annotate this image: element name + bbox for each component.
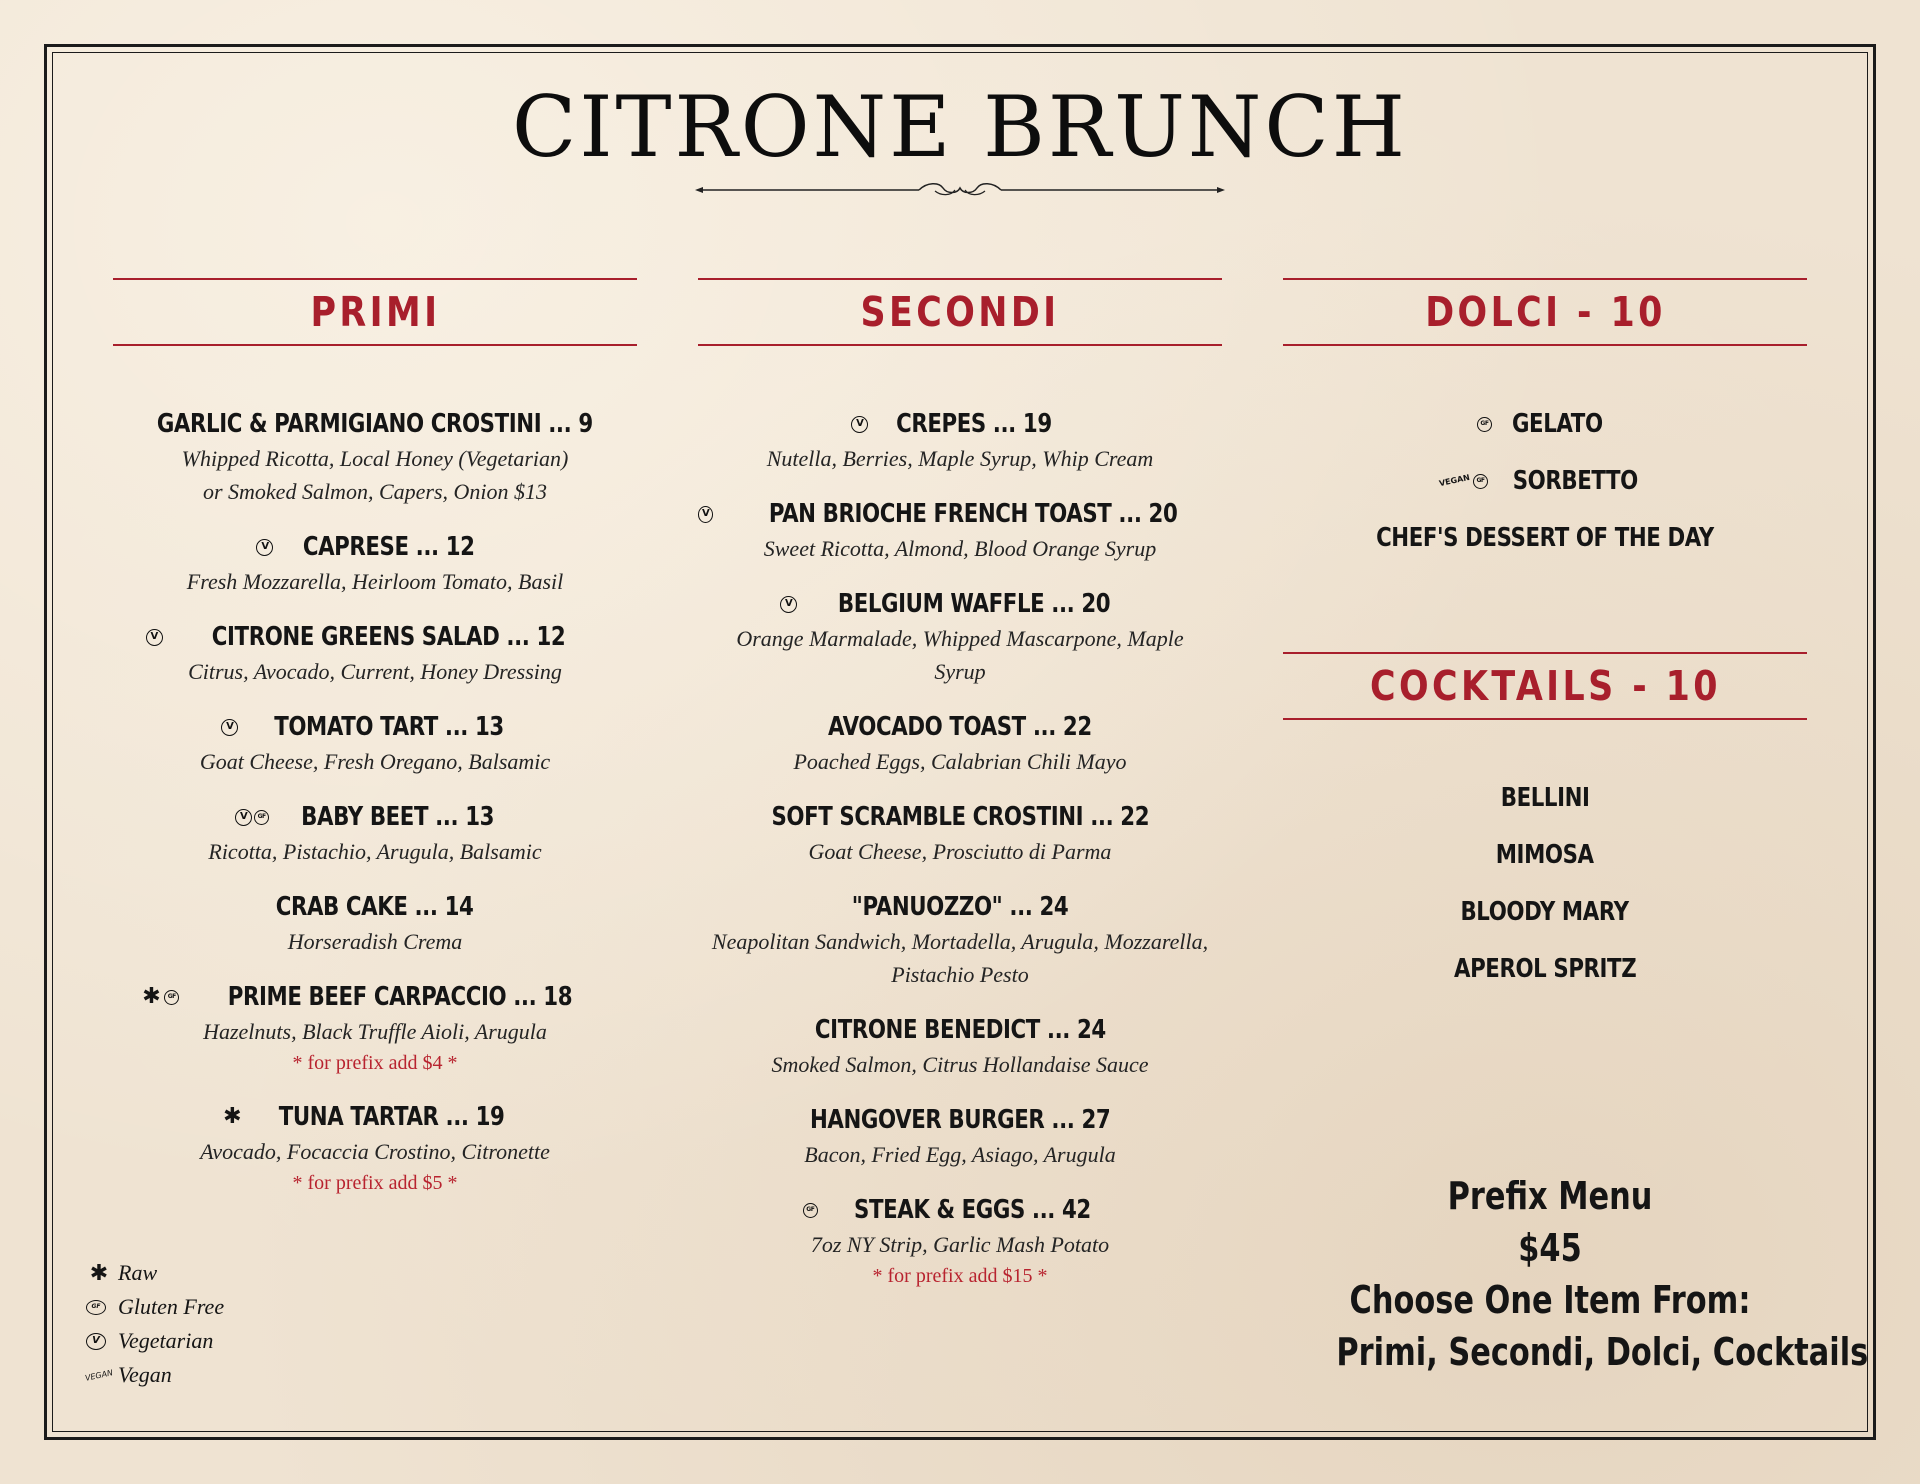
menu-item bbox=[1283, 463, 1807, 499]
prefix-surcharge-note: * for prefix add $5 * bbox=[292, 1172, 458, 1194]
item-name: STEAK & EGGS ... 42 bbox=[854, 1195, 1092, 1225]
item-name: BELGIUM WAFFLE ... 20 bbox=[837, 589, 1110, 619]
dolci-cocktails-column bbox=[1283, 278, 1807, 1008]
vegetarian-icon: V bbox=[780, 596, 797, 613]
item-name: PAN BRIOCHE FRENCH TOAST ... 20 bbox=[768, 499, 1178, 529]
item-name: HANGOVER BURGER ... 27 bbox=[809, 1105, 1111, 1135]
item-description: Orange Marmalade, Whipped Mascarpone, Maple bbox=[736, 626, 1184, 651]
item-description: Neapolitan Sandwich, Mortadella, Arugula, Mozzarella, bbox=[711, 929, 1209, 954]
item-description: Avocado, Focaccia Crostino, Citronette bbox=[200, 1139, 550, 1164]
menu-item bbox=[113, 406, 637, 508]
item-description: Fresh Mozzarella, Heirloom Tomato, Basil bbox=[186, 569, 564, 594]
item-description: Citrus, Avocado, Current, Honey Dressing bbox=[188, 659, 562, 684]
gluten-free-icon: GF bbox=[254, 810, 269, 825]
gluten-free-icon: GF bbox=[86, 1300, 106, 1315]
vegetarian-icon: V bbox=[146, 629, 163, 646]
item-name: CAPRESE ... 12 bbox=[302, 532, 475, 562]
vegetarian-icon: V bbox=[851, 416, 868, 433]
menu-item bbox=[113, 709, 637, 778]
legend-label: Vegetarian bbox=[118, 1328, 214, 1353]
menu-item bbox=[1283, 520, 1807, 556]
menu-item bbox=[698, 709, 1222, 778]
item-description: 7oz NY Strip, Garlic Mash Potato bbox=[810, 1232, 1110, 1257]
gluten-free-icon: GF bbox=[1477, 417, 1492, 432]
item-name: BLOODY MARY bbox=[1460, 897, 1630, 927]
raw-icon: ✱ bbox=[223, 1104, 242, 1129]
item-description: Horseradish Crema bbox=[287, 929, 463, 954]
legend-label: Raw bbox=[118, 1260, 158, 1285]
item-name: CRAB CAKE ... 14 bbox=[276, 892, 474, 922]
vegetarian-icon: V bbox=[86, 1333, 106, 1350]
vegetarian-icon: V bbox=[698, 506, 713, 523]
menu-item bbox=[113, 619, 637, 688]
vegetarian-icon: V bbox=[235, 809, 252, 826]
item-description: or Smoked Salmon, Capers, Onion $13 bbox=[202, 479, 548, 504]
legend-row-vegetarian bbox=[86, 1324, 224, 1358]
item-description: Goat Cheese, Prosciutto di Parma bbox=[808, 839, 1112, 864]
menu-item bbox=[113, 799, 637, 868]
item-name: MIMOSA bbox=[1496, 840, 1594, 870]
raw-icon: ✱ bbox=[89, 1260, 109, 1286]
item-name: GARLIC & PARMIGIANO CROSTINI ... 9 bbox=[157, 409, 593, 439]
gluten-free-icon: GF bbox=[803, 1203, 818, 1218]
primi-heading: PRIMI bbox=[113, 278, 637, 346]
menu-item bbox=[1283, 406, 1807, 442]
item-description: Hazelnuts, Black Truffle Aioli, Arugula bbox=[203, 1019, 547, 1044]
legend-label: Vegan bbox=[118, 1362, 172, 1387]
item-name: TUNA TARTAR ... 19 bbox=[278, 1102, 505, 1132]
item-description: Smoked Salmon, Citrus Hollandaise Sauce bbox=[771, 1052, 1149, 1077]
prefix-menu-price: $45 bbox=[1518, 1226, 1582, 1270]
legend-row-gluten-free bbox=[86, 1290, 224, 1324]
prefix-menu-sections: Primi, Secondi, Dolci, Cocktails bbox=[1336, 1330, 1869, 1374]
item-name: SOFT SCRAMBLE CROSTINI ... 22 bbox=[771, 802, 1149, 832]
menu-item bbox=[698, 799, 1222, 868]
raw-icon: ✱ bbox=[142, 984, 161, 1009]
item-description: Pistachio Pesto bbox=[891, 962, 1029, 987]
item-description: Nutella, Berries, Maple Syrup, Whip Cream bbox=[766, 446, 1154, 471]
vegan-icon: VEGAN bbox=[84, 1367, 114, 1383]
vegetarian-icon: V bbox=[221, 719, 238, 736]
item-name: GELATO bbox=[1512, 409, 1604, 439]
menu-item bbox=[698, 406, 1222, 475]
menu-item bbox=[113, 1099, 637, 1198]
secondi-column bbox=[698, 278, 1222, 1312]
item-name: PRIME BEEF CARPACCIO ... 18 bbox=[227, 982, 572, 1012]
item-name: "PANUOZZO" ... 24 bbox=[851, 892, 1069, 922]
prefix-menu-instruction: Choose One Item From: bbox=[1349, 1278, 1751, 1322]
dolci-heading: DOLCI - 10 bbox=[1283, 278, 1807, 346]
menu-item bbox=[698, 586, 1222, 688]
primi-column bbox=[113, 278, 637, 1219]
title-flourish-divider bbox=[695, 178, 1225, 202]
item-description: Ricotta, Pistachio, Arugula, Balsamic bbox=[208, 839, 542, 864]
vegetarian-icon: V bbox=[256, 539, 273, 556]
cocktails-heading: COCKTAILS - 10 bbox=[1283, 652, 1807, 720]
legend-row-vegan bbox=[86, 1358, 224, 1392]
prefix-surcharge-note: * for prefix add $15 * bbox=[872, 1265, 1048, 1287]
menu-item bbox=[1283, 894, 1807, 930]
gluten-free-icon: GF bbox=[1473, 474, 1488, 489]
menu-title: CITRONE BRUNCH bbox=[512, 78, 1408, 176]
prefix-menu-box bbox=[1283, 1170, 1869, 1378]
item-name: BELLINI bbox=[1500, 783, 1590, 813]
item-description: Poached Eggs, Calabrian Chili Mayo bbox=[793, 749, 1127, 774]
item-name: CHEF'S DESSERT OF THE DAY bbox=[1376, 523, 1714, 553]
gluten-free-icon: GF bbox=[164, 990, 179, 1005]
menu-item bbox=[698, 1102, 1222, 1171]
dietary-legend bbox=[86, 1256, 224, 1392]
item-description: Bacon, Fried Egg, Asiago, Arugula bbox=[804, 1142, 1116, 1167]
menu-item bbox=[113, 889, 637, 958]
item-description: Sweet Ricotta, Almond, Blood Orange Syrup bbox=[763, 536, 1157, 561]
item-name: BABY BEET ... 13 bbox=[300, 802, 494, 832]
menu-item bbox=[698, 889, 1222, 991]
menu-item bbox=[1283, 780, 1807, 816]
item-description: Whipped Ricotta, Local Honey (Vegetarian) bbox=[181, 446, 569, 471]
menu-item bbox=[1283, 951, 1807, 987]
item-name: CREPES ... 19 bbox=[895, 409, 1052, 439]
item-description: Syrup bbox=[934, 659, 986, 684]
legend-row-raw bbox=[86, 1256, 224, 1290]
menu-item bbox=[113, 979, 637, 1078]
menu-item bbox=[698, 1192, 1222, 1291]
menu-item bbox=[698, 496, 1222, 565]
menu-item bbox=[113, 529, 637, 598]
item-name: CITRONE GREENS SALAD ... 12 bbox=[212, 622, 566, 652]
vegan-icon: VEGAN bbox=[1438, 472, 1471, 489]
item-description: Goat Cheese, Fresh Oregano, Balsamic bbox=[199, 749, 551, 774]
prefix-menu-title: Prefix Menu bbox=[1447, 1174, 1653, 1218]
item-name: TOMATO TART ... 13 bbox=[273, 712, 504, 742]
legend-label: Gluten Free bbox=[118, 1294, 225, 1319]
secondi-heading: SECONDI bbox=[698, 278, 1222, 346]
menu-item bbox=[1283, 837, 1807, 873]
item-name: AVOCADO TOAST ... 22 bbox=[828, 712, 1092, 742]
prefix-surcharge-note: * for prefix add $4 * bbox=[292, 1052, 458, 1074]
item-name: APEROL SPRITZ bbox=[1453, 954, 1637, 984]
menu-item bbox=[698, 1012, 1222, 1081]
item-name: CITRONE BENEDICT ... 24 bbox=[814, 1015, 1106, 1045]
item-name: SORBETTO bbox=[1512, 466, 1638, 496]
